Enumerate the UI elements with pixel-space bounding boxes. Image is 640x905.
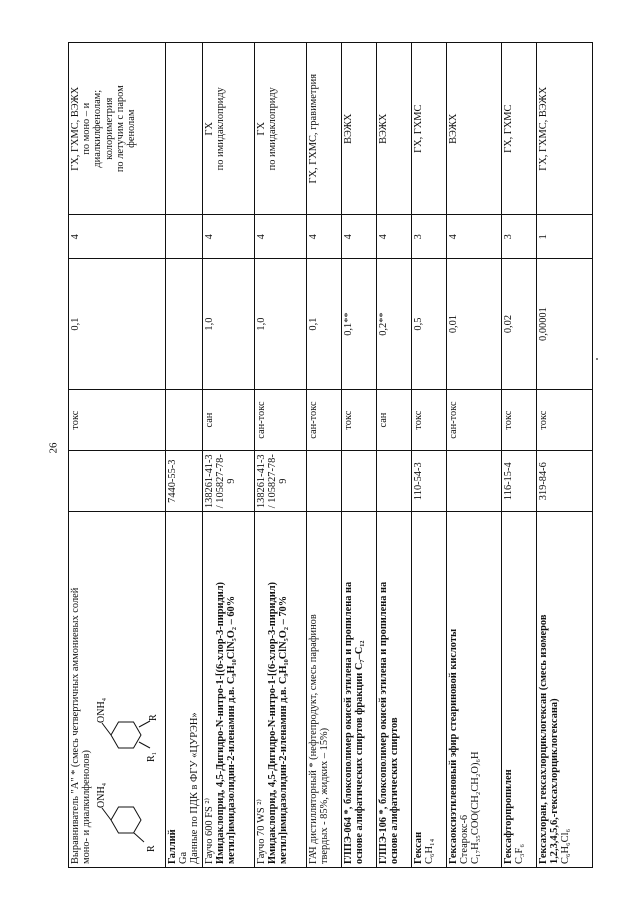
substance-name-line: Гексан — [412, 831, 424, 864]
substance-name-line: Галлий — [167, 829, 178, 864]
cas-number-cell — [69, 451, 166, 512]
benzene-ring-left — [111, 807, 141, 833]
substance-name-line: Имидаклоприд, 4,5-Дигидро-N-нитро-1-[(6-хлор-3-пиридил) — [266, 581, 278, 864]
bond-right-r — [139, 721, 150, 727]
cas-number-cell: 116-15-4 — [501, 451, 536, 512]
analysis-method-line: по летучим с паром — [114, 85, 126, 173]
hazard-class-cell — [166, 215, 203, 259]
table-row — [202, 43, 254, 868]
hazard-indicator-cell: сан — [202, 390, 254, 451]
substance-name-line: C₃F₆ — [513, 844, 525, 864]
limit-value-cell: 0,2** — [376, 259, 411, 390]
hazard-class-cell: 4 — [306, 215, 341, 259]
hazard-indicator-cell: сан-токс — [306, 390, 341, 451]
hazard-indicator-cell: токс — [501, 390, 536, 451]
substance-name-line: ГАЧ дистилляторный * (нефтепродукт, смесь парафинов — [307, 614, 319, 864]
substituent-label: R — [146, 845, 158, 852]
analysis-method-cell — [446, 43, 501, 215]
hazard-class-cell: 1 — [536, 215, 592, 259]
page-number: 26 — [47, 442, 60, 454]
substance-name-line: C₁₇H₃₅COO(CH₂CH₂O)₆H — [470, 751, 482, 864]
cas-number-cell — [376, 451, 411, 512]
hazard-class-cell: 3 — [411, 215, 446, 259]
substance-name-line: твердых - 85%, жидких – 15%) — [318, 727, 330, 864]
substance-name-cell — [254, 512, 306, 868]
cas-number-cell — [306, 451, 341, 512]
table-row — [306, 43, 341, 868]
analysis-method-line: ГХ, ГХМС, гравиметрия — [307, 73, 319, 184]
limit-value-cell: 1,0 — [254, 259, 306, 390]
table-row — [254, 43, 306, 868]
limit-value-cell: 0,1 — [69, 259, 166, 390]
hazard-class-cell: 4 — [254, 215, 306, 259]
substance-name-line: Имидаклоприд, 4,5-Дигидро-N-нитро-1-[(6-хлор-3-пиридил) — [214, 581, 226, 864]
substance-name-cell — [69, 512, 166, 868]
substance-name-line: Гексахлоран, гексахлорциклогексан (смесь изомеров — [537, 614, 549, 864]
table-row — [446, 43, 501, 868]
substance-name-line: Выравниватель "А" * (смесь четвертичных аммониевых солей — [70, 587, 81, 864]
hazard-indicator-cell: токс — [341, 390, 376, 451]
analysis-method-line: фенолам — [126, 109, 138, 148]
analysis-method-line: ГХ, ГХМС, ВЭЖХ — [537, 86, 549, 171]
limit-value-cell: 0,1** — [341, 259, 376, 390]
table-row — [166, 43, 203, 868]
substance-name-cell — [376, 512, 411, 868]
analysis-method-line: ГХ, ГХМС, ВЭЖХ — [70, 86, 81, 171]
hazard-indicator-cell: токс — [69, 390, 166, 451]
analysis-method-line: колориметрия — [103, 97, 115, 160]
substance-name-line: C₆H₆Cl₆ — [560, 828, 572, 864]
substituent-label: R — [148, 714, 160, 721]
substance-name-line: Данные по ПДК в ФГУ «ЦУРЭН» — [189, 712, 201, 864]
bond-left-bottom — [134, 833, 144, 842]
analysis-method-line: ВЭЖХ — [447, 113, 459, 144]
analysis-method-cell — [254, 43, 306, 215]
substance-name-line: основе алифатических спиртов фракции C₇–C₁₂ — [353, 640, 365, 864]
substance-name-line: метил]имидазолидин-2-иленамин д.в. C₉H₁₀ClN₅O₂ – 70% — [278, 595, 290, 864]
analysis-method-cell — [376, 43, 411, 215]
limit-value-cell: 0,5 — [411, 259, 446, 390]
analysis-method-line: ГХ, ГХМС — [412, 104, 424, 153]
limit-value-cell: 0,01 — [446, 259, 501, 390]
cas-number-cell: 110-54-3 — [411, 451, 446, 512]
analysis-method-line: диалкилфенолам; — [92, 89, 104, 168]
substance-name-line: ГЛПЭ-106 *, блоксополимер окисей этилена и пропилена на — [377, 581, 389, 864]
hazard-indicator-cell: сан-токс — [254, 390, 306, 451]
substance-name-line: основе алифатических спиртов — [388, 717, 400, 864]
table-row — [411, 43, 446, 868]
substance-name-line: Гексаоксиэтиленовый эфир стеариновой кислоты — [447, 628, 459, 864]
bond-right-top — [102, 723, 111, 735]
rotated-page-content — [68, 42, 572, 868]
stray-mark — [596, 358, 598, 360]
analysis-method-cell — [341, 43, 376, 215]
substance-name-cell — [446, 512, 501, 868]
hazard-class-cell: 4 — [376, 215, 411, 259]
table-row — [536, 43, 592, 868]
substance-name-cell — [501, 512, 536, 868]
hazard-indicator-cell — [166, 390, 203, 451]
analysis-method-line: ВЭЖХ — [342, 113, 354, 144]
hazard-indicator-cell: сан-токс — [446, 390, 501, 451]
structural-formula-diagram — [94, 660, 160, 860]
limit-value-cell: 1,0 — [202, 259, 254, 390]
substance-name-line: Ga — [178, 851, 190, 864]
analysis-method-line: ГХ — [255, 121, 267, 136]
hazard-class-cell: 4 — [69, 215, 166, 259]
substituent-label: ONH₄ — [96, 697, 108, 723]
hazard-indicator-cell: токс — [536, 390, 592, 451]
analysis-method-cell — [202, 43, 254, 215]
cas-number-cell — [341, 451, 376, 512]
substituent-label: R₁ — [146, 751, 158, 762]
bond-left-top — [102, 808, 111, 820]
cas-number-cell: 138261-41-3 / 105827-78-9 — [254, 451, 306, 512]
analysis-method-line: по имидаклоприду — [214, 87, 226, 171]
table-row — [69, 43, 166, 868]
substance-name-line: Гаучо 600 FS ²⁾ — [203, 797, 215, 864]
analysis-method-line: ГХ, ГХМС — [502, 104, 514, 153]
cas-number-cell: 138261-41-3 / 105827-78-9 — [202, 451, 254, 512]
substance-name-cell — [306, 512, 341, 868]
analysis-method-line: по моно – и — [81, 102, 93, 155]
analysis-method-cell — [166, 43, 203, 215]
analysis-method-cell — [501, 43, 536, 215]
hazard-class-cell: 3 — [501, 215, 536, 259]
limit-value-cell — [166, 259, 203, 390]
substance-name-cell — [202, 512, 254, 868]
analysis-method-cell — [306, 43, 341, 215]
substance-table — [68, 42, 593, 868]
analysis-method-cell — [69, 43, 166, 215]
substance-name-line: моно- и диалкилфенолов) — [81, 750, 93, 864]
substance-name-line: C₆H₁₄ — [423, 838, 435, 864]
limit-value-cell: 0,00001 — [536, 259, 592, 390]
table-row — [501, 43, 536, 868]
hazard-class-cell: 4 — [446, 215, 501, 259]
substituent-label: ONH₄ — [96, 782, 108, 808]
substance-name-line: метил]имидазолидин-2-иленамин д.в. C₉H₁₀ClN₅O₂ – 60% — [226, 595, 238, 864]
substance-name-line: Стеарокс-6 — [458, 814, 470, 864]
limit-value-cell: 0,1 — [306, 259, 341, 390]
hazard-class-cell: 4 — [202, 215, 254, 259]
substance-name-line: 1,2,3,4,5,6,-гексахлорциклогексана) — [548, 698, 560, 864]
table-row — [341, 43, 376, 868]
analysis-method-cell — [411, 43, 446, 215]
analysis-method-cell — [536, 43, 592, 215]
analysis-method-line: ВЭЖХ — [377, 113, 389, 144]
limit-value-cell: 0,02 — [501, 259, 536, 390]
substance-name-cell — [411, 512, 446, 868]
hazard-indicator-cell: сан — [376, 390, 411, 451]
substance-name-line: Гаучо 70 WS ²⁾ — [255, 799, 267, 864]
hazard-indicator-cell: токс — [411, 390, 446, 451]
substance-name-line: Гексафторпропилен — [502, 769, 514, 864]
table-row — [376, 43, 411, 868]
cas-number-cell — [446, 451, 501, 512]
substance-name-cell — [341, 512, 376, 868]
substance-name-cell — [166, 512, 203, 868]
benzene-ring-right — [111, 722, 141, 748]
hazard-class-cell: 4 — [341, 215, 376, 259]
cas-number-cell: 319-84-6 — [536, 451, 592, 512]
cas-number-cell: 7440-55-3 — [166, 451, 203, 512]
substance-name-line: ГЛПЭ-064 *, блоксополимер окисей этилена и пропилена на — [342, 581, 354, 864]
analysis-method-line: по имидаклоприду — [266, 87, 278, 171]
bond-right-r1 — [139, 742, 150, 748]
analysis-method-line: ГХ — [203, 121, 215, 136]
substance-name-cell — [536, 512, 592, 868]
